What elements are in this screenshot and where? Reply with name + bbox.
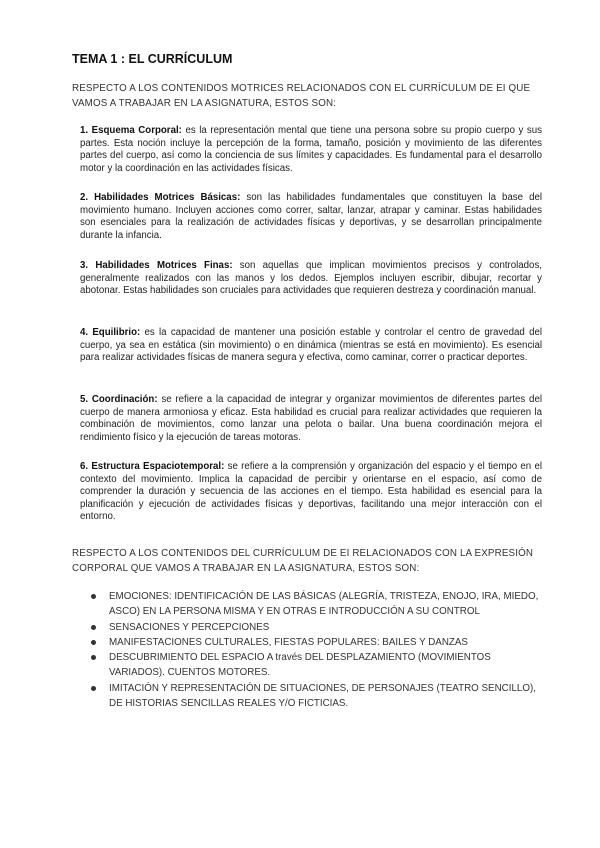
item-text: se refiere a la capacidad de integrar y organizar movimientos de diferentes partes del cuerpo de manera armoniosa y eficaz. Esta habilidad es crucial para realizar actividades que requieren la combinación de movimientos, como lanzar una pelota o bailar. Una buena coordinación mejora el rendimiento físico y la ejecución de tareas motoras. [80,394,542,443]
item-coordinacion [80,394,542,444]
expression-bullet-list [72,589,542,711]
item-estructura-espaciotemporal [80,461,542,524]
bullet-icon [91,686,96,691]
item-label: 3. Habilidades Motrices Finas: [80,260,233,271]
bullet-icon [91,594,96,599]
intro-expression-contents: RESPECTO A LOS CONTENIDOS DEL CURRÍCULUM DE EI RELACIONADOS CON LA EXPRESIÓN CORPORAL QUE VAMOS A TRABAJAR EN LA ASIGNATURA, ESTOS SON: [72,548,534,574]
item-text: es la representación mental que tiene una persona sobre su propio cuerpo y sus partes. Esta noción incluye la percepción de la forma, tamaño, posición y movimiento de las diferentes partes del cuerpo, así como la conciencia de sus límites y capacidades. Es fundamental para el desarrollo motor y la coordinación en las actividades físicas. [80,125,543,174]
item-label: 6. Estructura Espaciotemporal: [80,461,225,472]
item-label: 1. Esquema Corporal: [80,125,182,136]
page-title: TEMA 1 : EL CURRÍCULUM [72,52,233,66]
item-habilidades-finas [80,260,542,298]
list-item-text: DESCUBRIMIENTO DEL ESPACIO A través DEL DESPLAZAMIENTO (MOVIMIENTOS VARIADOS). CUENTOS MOTORES. [109,652,491,679]
list-item [72,589,542,620]
item-text: es la capacidad de mantener una posición estable y controlar el centro de gravedad del cuerpo, ya sea en estática (sin movimiento) o en dinámica (mientras se está en movimiento). Es esencial para realizar actividades físicas de manera segura y efectiva, como caminar, correr o practicar deportes. [80,327,542,364]
list-item-text: EMOCIONES: IDENTIFICACIÓN DE LAS BÁSICAS (ALEGRÍA, TRISTEZA, ENOJO, IRA, MIEDO, ASCO) EN LA PERSONA MISMA Y EN OTRAS E INTRODUCCIÓN A SU CONTROL [109,591,539,618]
intro-motor-contents: RESPECTO A LOS CONTENIDOS MOTRICES RELACIONADOS CON EL CURRÍCULUM DE EI QUE VAMOS A TRABAJAR EN LA ASIGNATURA, ESTOS SON: [72,83,531,109]
item-label: 5. Coordinación: [80,394,158,405]
item-esquema-corporal [80,125,542,175]
list-item-text: IMITACIÓN Y REPRESENTACIÓN DE SITUACIONES, DE PERSONAJES (TEATRO SENCILLO), DE HISTORIAS SENCILLAS REALES Y/O FICTICIAS. [109,682,536,710]
item-label: 2. Habilidades Motrices Básicas: [80,192,241,203]
bullet-icon [91,625,96,630]
list-item-text: MANIFESTACIONES CULTURALES, FIESTAS POPULARES: BAILES Y DANZAS [109,636,468,648]
list-item [72,635,542,650]
item-text: son las habilidades fundamentales que constituyen la base del movimiento humano. Incluyen acciones como correr, saltar, lanzar, atrapar y caminar. Estas habilidades son esenciales para la realización de actividades físicas y deportivas, y se desarrollan principalmente durante la infancia. [80,192,543,241]
list-item [72,681,542,712]
item-equilibrio [80,327,542,365]
item-habilidades-basicas [80,192,542,242]
list-item [72,650,542,681]
item-text: son aquellas que implican movimientos precisos y controlados, generalmente realizados con las manos y los dedos. Ejemplos incluyen escribir, dibujar, recortar y abotonar. Estas habilidades son cruciales para actividades que requieren destreza y coordinación manual. [80,260,542,297]
list-item [72,620,542,635]
item-text: se refiere a la comprensión y organización del espacio y el tiempo en el contexto del movimiento. Implica la capacidad de percibir y orientarse en el espacio, así como de comprender la duración y secuencia de las acciones en el tiempo. Esta habilidad es esencial para la planificación y ejecución de actividades físicas y deportivas, facilitando una mejor interacción con el entorno. [80,461,543,523]
bullet-icon [91,640,96,645]
list-item-text: SENSACIONES Y PERCEPCIONES [109,621,270,633]
bullet-icon [91,655,96,660]
item-label: 4. Equilibrio: [80,327,141,338]
